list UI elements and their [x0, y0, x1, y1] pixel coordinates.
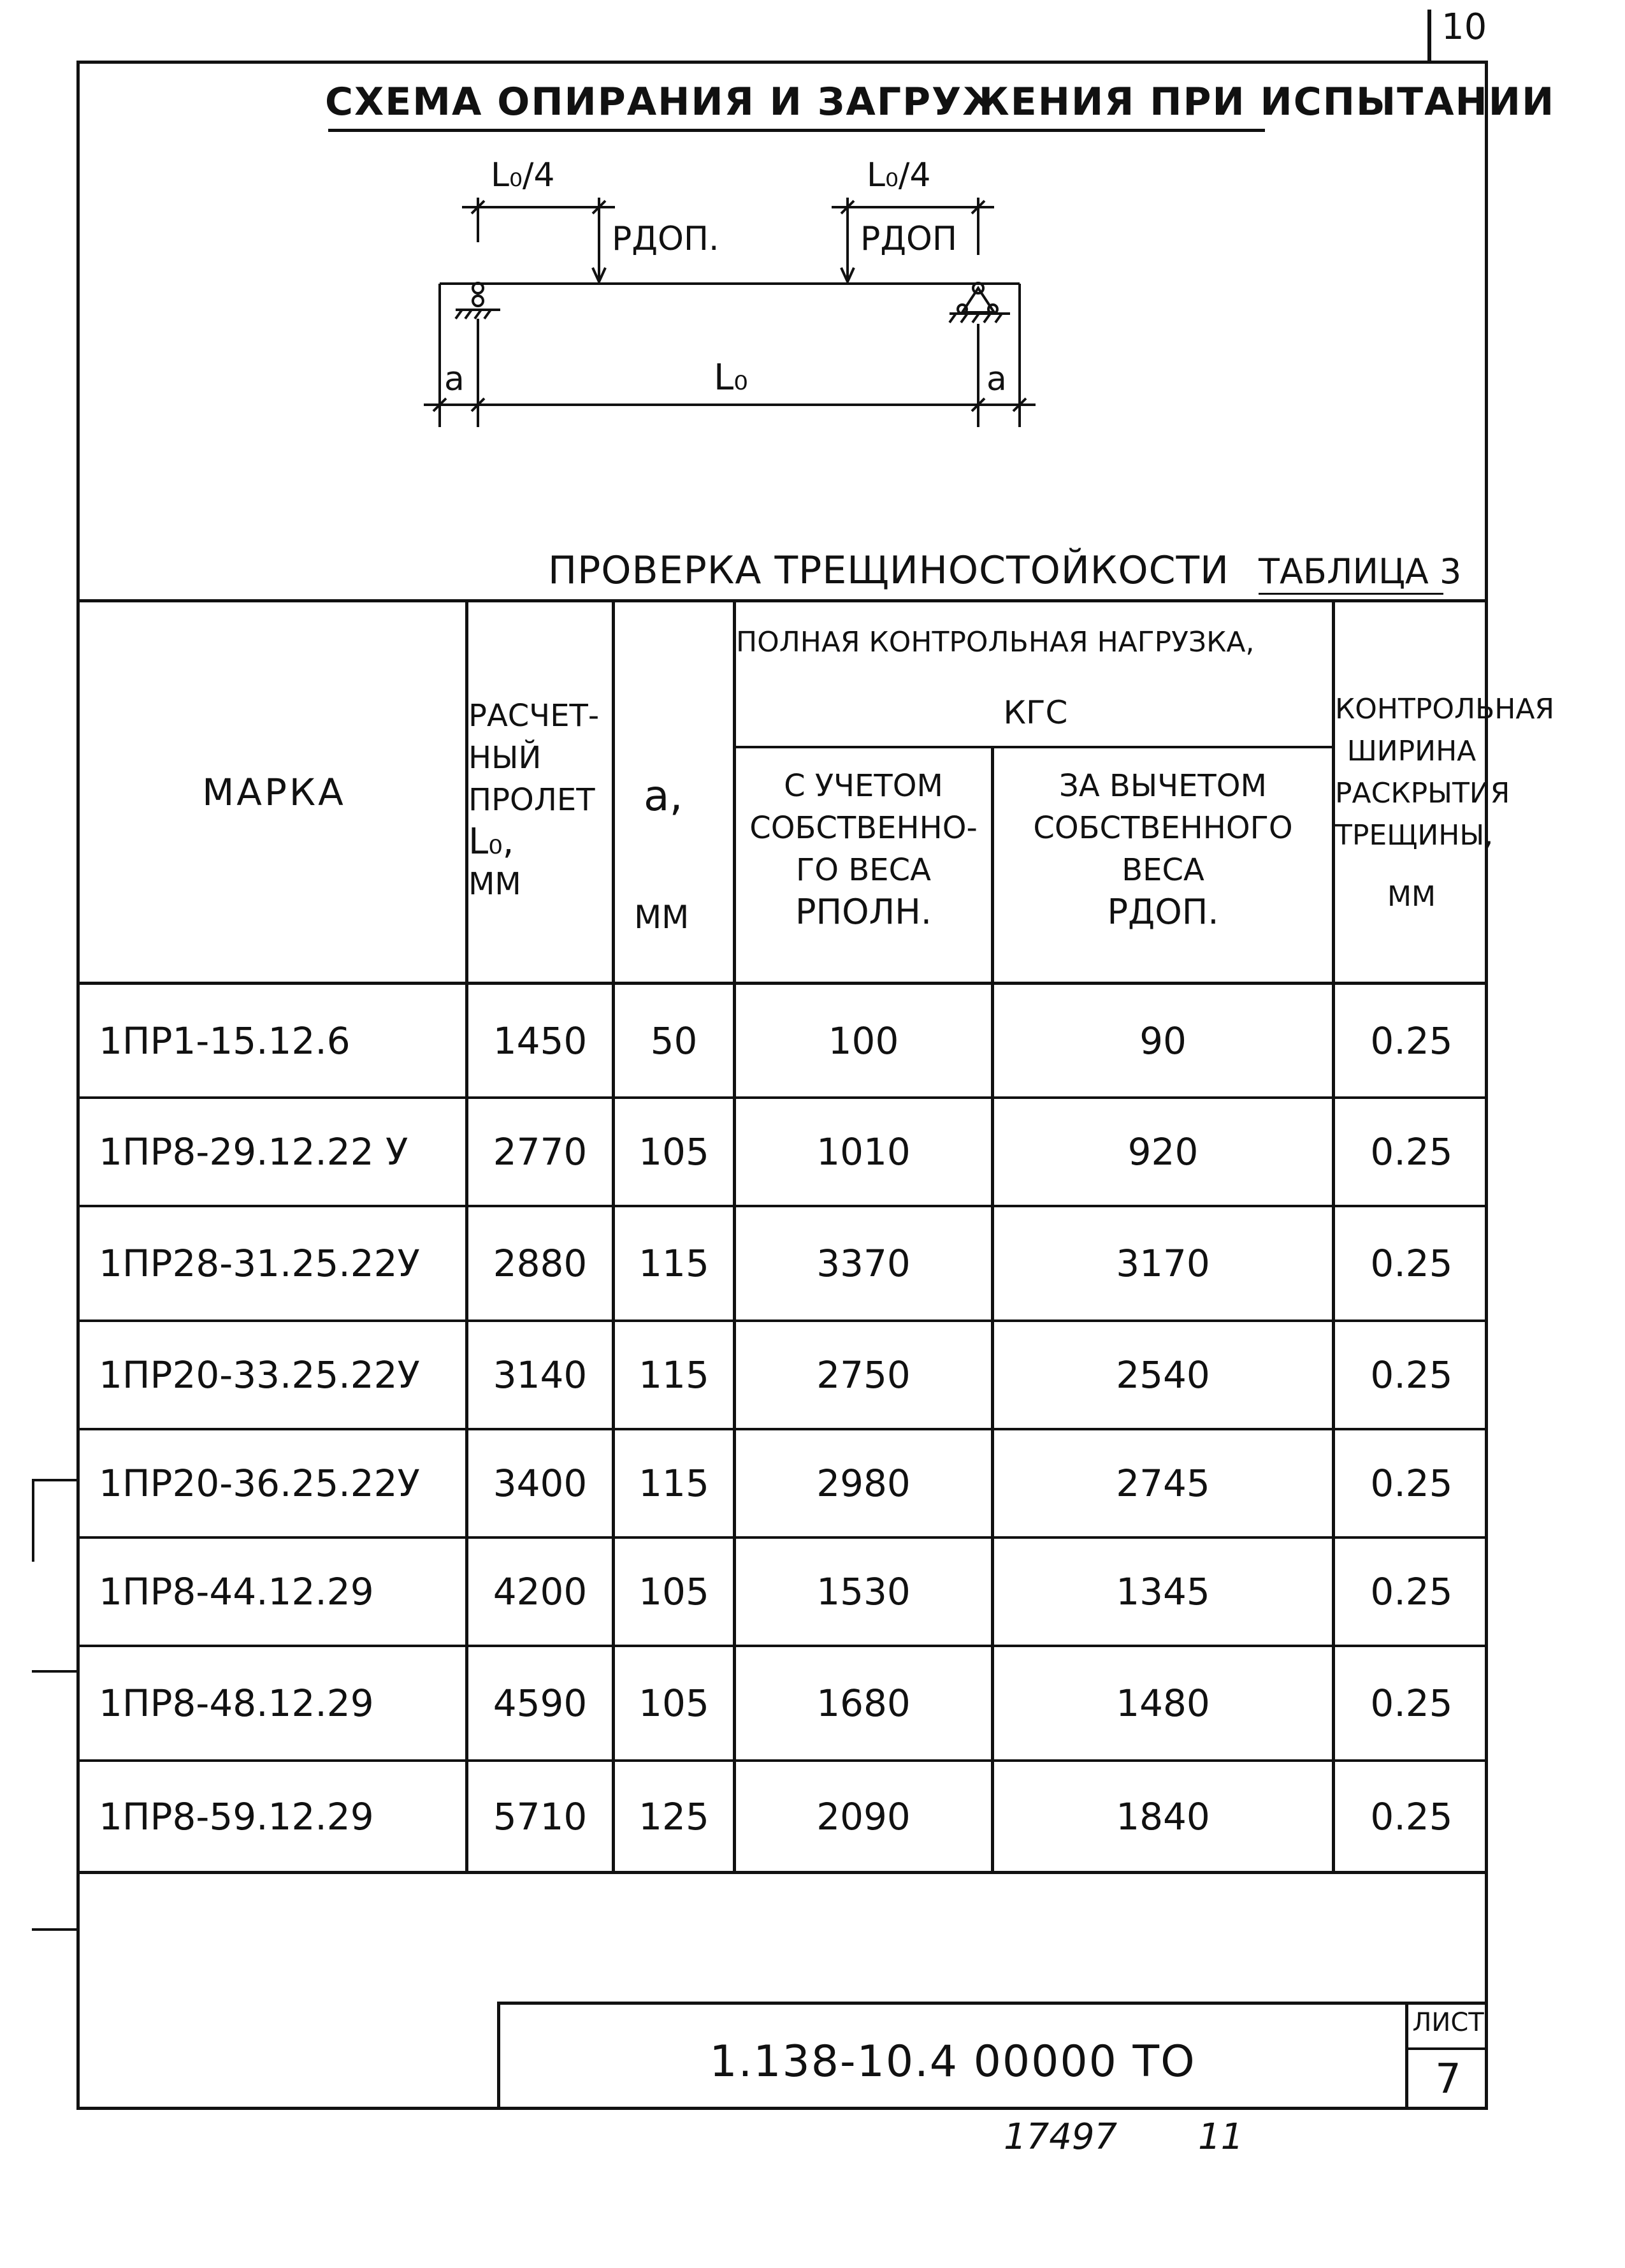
header-load-add-line: PДОП.: [1107, 892, 1219, 932]
sheet-label: ЛИСТ: [1412, 2008, 1484, 2037]
header-mark: МАРКА: [202, 771, 346, 814]
cell-crack: 0.25: [1370, 1794, 1453, 1838]
header-span-line: РАСЧЕТ-: [468, 698, 600, 734]
header-load-full: [736, 765, 991, 933]
header-span-line: ПРОЛЕТ: [468, 782, 595, 818]
header-load-full-line: СОБСТВЕННО-: [749, 810, 978, 846]
header-load-unit: КГС: [1003, 694, 1068, 731]
cell-mark: 1ПР28-31.25.22У: [99, 1242, 420, 1285]
cell-a: 105: [639, 1130, 709, 1174]
cell-p-add: 2745: [1116, 1462, 1210, 1505]
header-load-add: [994, 765, 1332, 933]
cell-span: 3140: [493, 1353, 588, 1397]
header-load-full-line: PПОЛН.: [795, 892, 932, 932]
table-number-underline: [1259, 593, 1443, 595]
cell-p-full: 3370: [816, 1242, 911, 1285]
page-number-divider: [1427, 10, 1431, 61]
cell-crack: 0.25: [1370, 1130, 1453, 1174]
cell-a: 105: [639, 1570, 709, 1613]
binding-mark: [32, 1670, 76, 1673]
cell-mark: 1ПР8-29.12.22 У: [99, 1130, 408, 1174]
cell-span: 5710: [493, 1794, 588, 1838]
cell-span: 4200: [493, 1570, 588, 1613]
cell-p-full: 1010: [816, 1130, 911, 1174]
cell-a: 115: [639, 1462, 709, 1505]
cell-p-add: 1840: [1116, 1794, 1210, 1838]
cell-a: 115: [639, 1242, 709, 1285]
cell-p-add: 1345: [1116, 1570, 1210, 1613]
dim-right-top: L₀/4: [867, 156, 931, 194]
page-number: 10: [1441, 6, 1487, 48]
header-span-line: L₀,: [468, 821, 514, 862]
cell-crack: 0.25: [1370, 1019, 1453, 1063]
cell-p-full: 100: [828, 1019, 899, 1063]
header-load-add-line: ВЕСА: [1122, 852, 1204, 888]
cell-a: 115: [639, 1353, 709, 1397]
footer-archive-number: 17497: [1004, 2116, 1118, 2158]
cell-a: 125: [639, 1794, 709, 1838]
header-crack-line: КОНТРОЛЬНАЯ: [1335, 693, 1555, 725]
header-load-add-line: СОБСТВЕННОГО: [1033, 810, 1293, 846]
span-dim-label: L₀: [714, 357, 748, 398]
cell-span: 2770: [493, 1130, 588, 1174]
cell-mark: 1ПР8-48.12.29: [99, 1682, 374, 1725]
cell-span: 2880: [493, 1242, 588, 1285]
cell-p-full: 2750: [816, 1353, 911, 1397]
cell-p-add: 2540: [1116, 1353, 1210, 1397]
support-dim-left: a: [444, 360, 465, 398]
header-crack-line: РАСКРЫТИЯ: [1335, 777, 1510, 810]
cell-p-full: 2090: [816, 1794, 911, 1838]
cell-a: 105: [639, 1682, 709, 1725]
cell-crack: 0.25: [1370, 1682, 1453, 1725]
header-span: [468, 695, 612, 905]
load-left-label: PДОП.: [612, 220, 719, 258]
footer-mark: 11: [1198, 2116, 1244, 2158]
cell-p-full: 2980: [816, 1462, 911, 1505]
binding-mark: [32, 1928, 76, 1931]
cell-mark: 1ПР1-15.12.6: [99, 1019, 350, 1063]
header-a-unit: ММ: [634, 899, 690, 936]
cell-mark: 1ПР20-36.25.22У: [99, 1462, 420, 1505]
header-load-full-line: ГО ВЕСА: [796, 852, 931, 888]
header-load-add-line: ЗА ВЫЧЕТОМ: [1059, 768, 1267, 804]
cell-crack: 0.25: [1370, 1462, 1453, 1505]
cell-p-add: 1480: [1116, 1682, 1210, 1725]
sheet-number: 7: [1435, 2056, 1461, 2103]
cell-mark: 1ПР8-59.12.29: [99, 1794, 374, 1838]
cell-mark: 1ПР8-44.12.29: [99, 1570, 374, 1613]
cell-mark: 1ПР20-33.25.22У: [99, 1353, 420, 1397]
scheme-title-underline: [328, 129, 1265, 132]
cell-p-full: 1530: [816, 1570, 911, 1613]
cell-crack: 0.25: [1370, 1570, 1453, 1613]
scheme-title: СХЕМА ОПИРАНИЯ И ЗАГРУЖЕНИЯ ПРИ ИСПЫТАНИИ: [325, 80, 1556, 124]
header-a: a,: [644, 771, 683, 820]
cell-span: 1450: [493, 1019, 588, 1063]
header-span-line: ММ: [468, 866, 521, 902]
binding-mark: [32, 1479, 76, 1481]
cell-p-full: 1680: [816, 1682, 911, 1725]
cell-p-add: 90: [1139, 1019, 1187, 1063]
cell-crack: 0.25: [1370, 1242, 1453, 1285]
header-crack-line: ММ: [1387, 880, 1436, 913]
cell-p-add: 3170: [1116, 1242, 1210, 1285]
header-span-line: НЫЙ: [468, 740, 542, 776]
cell-a: 50: [650, 1019, 698, 1063]
load-right-label: PДОП: [860, 220, 958, 258]
document-code: 1.138-10.4 00000 ТО: [709, 2037, 1196, 2087]
binding-mark: [32, 1479, 34, 1562]
table-title: ПРОВЕРКА ТРЕЩИНОСТОЙКОСТИ: [548, 548, 1229, 593]
beam-loading-diagram: [408, 153, 1045, 446]
header-crack-line: ШИРИНА: [1347, 735, 1477, 767]
header-load-group: ПОЛНАЯ КОНТРОЛЬНАЯ НАГРУЗКА,: [736, 626, 1255, 658]
cell-span: 3400: [493, 1462, 588, 1505]
cell-span: 4590: [493, 1682, 588, 1725]
cell-crack: 0.25: [1370, 1353, 1453, 1397]
header-load-full-line: С УЧЕТОМ: [784, 768, 943, 804]
dim-left-top: L₀/4: [491, 156, 555, 194]
cell-p-add: 920: [1127, 1130, 1199, 1174]
table-number: ТАБЛИЦА 3: [1259, 551, 1462, 592]
header-crack: [1335, 688, 1555, 918]
header-crack-line: ТРЕЩИНЫ,: [1335, 819, 1494, 852]
sheet-box-divider: [1405, 2047, 1488, 2050]
support-dim-right: a: [986, 360, 1007, 398]
